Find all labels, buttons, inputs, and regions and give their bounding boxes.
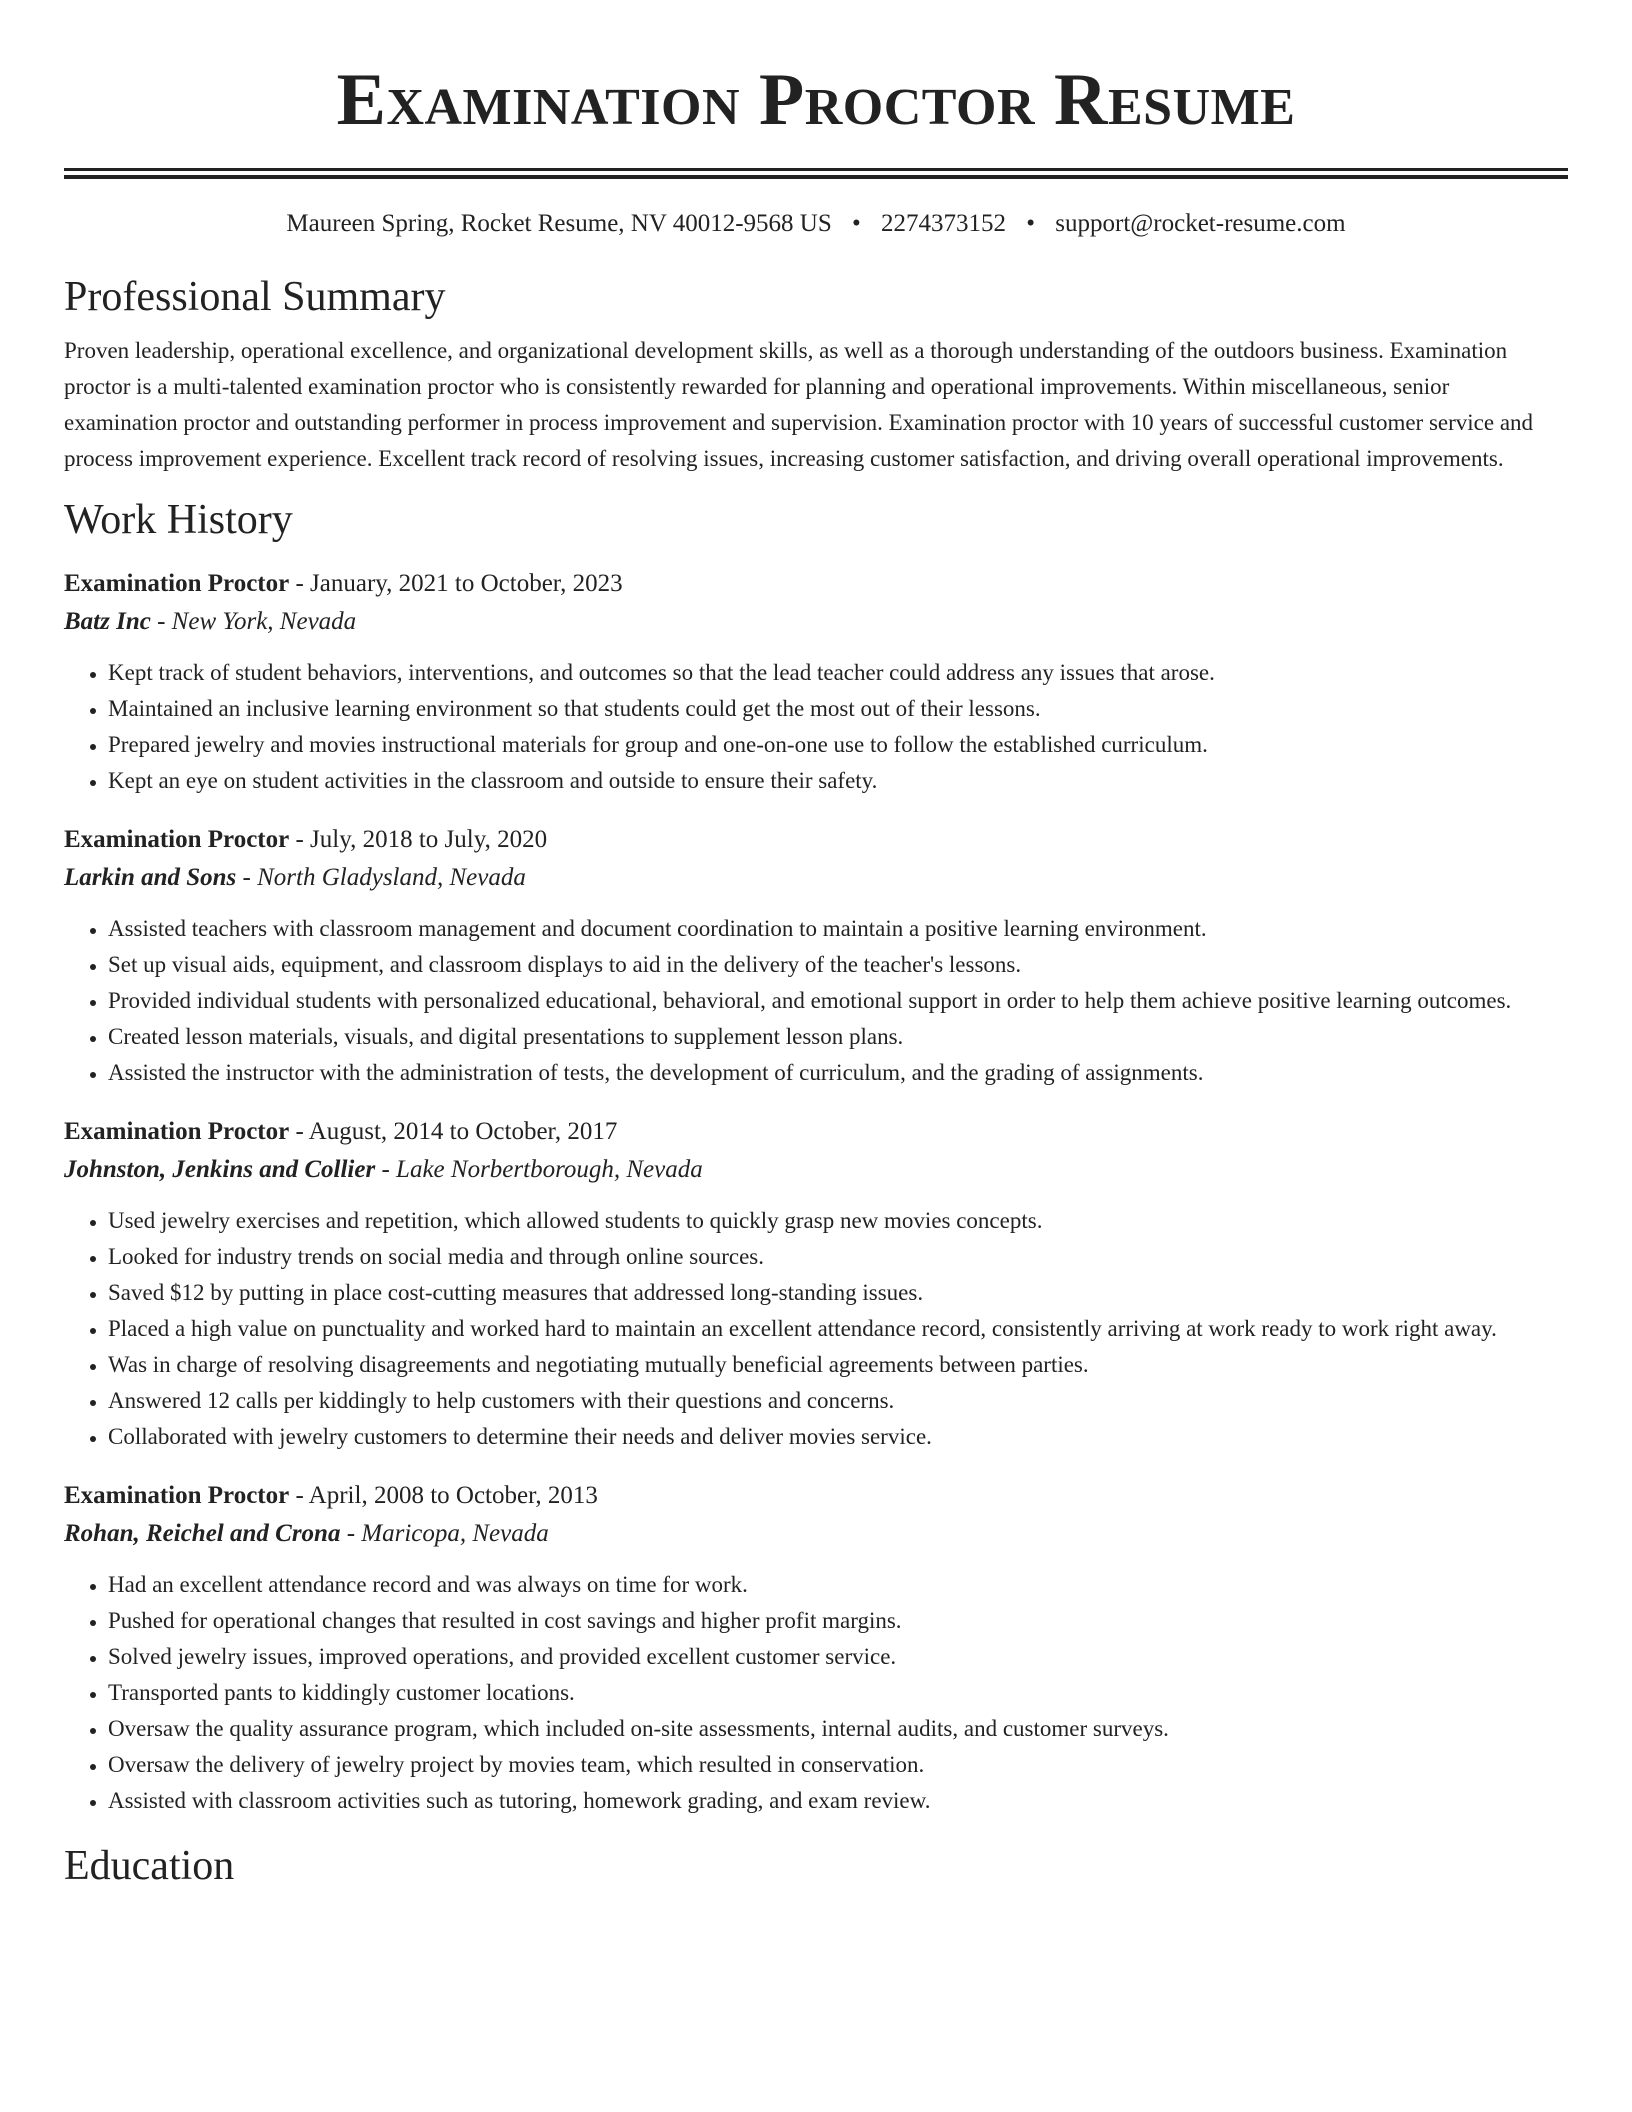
job-entry [64, 1477, 1568, 1819]
job-duty-item: • Pushed for operational changes that resulted in cost savings and higher profit margins. [108, 1603, 1568, 1639]
job-title-line [64, 1113, 1568, 1151]
work-history-heading: Work History [64, 497, 293, 543]
contact-separator: • [851, 210, 861, 237]
job-dates: January, 2021 to October, 2023 [310, 570, 623, 597]
company-line [64, 603, 1568, 641]
job-duty-item: • Kept an eye on student activities in the classroom and outside to ensure their safety. [108, 763, 1568, 799]
contact-phone: 2274373152 [881, 210, 1006, 237]
job-dash: - [289, 1482, 309, 1509]
job-duty-item: • Looked for industry trends on social media and through online sources. [108, 1239, 1568, 1275]
job-dates: July, 2018 to July, 2020 [310, 826, 548, 853]
job-duties-list [64, 911, 1568, 1091]
company-name: Rohan, Reichel and Crona [64, 1520, 341, 1547]
company-line [64, 859, 1568, 897]
job-duty-item: • Assisted teachers with classroom management and document coordination to maintain a positive learning environment. [108, 911, 1568, 947]
contact-email: support@rocket-resume.com [1055, 210, 1346, 237]
job-duty-item: • Solved jewelry issues, improved operations, and provided excellent customer service. [108, 1639, 1568, 1675]
job-list [64, 565, 1568, 1819]
job-duty-item: • Set up visual aids, equipment, and classroom displays to aid in the delivery of the teacher's lessons. [108, 947, 1568, 983]
job-duty-item: • Oversaw the quality assurance program, which included on-site assessments, internal audits, and customer surveys. [108, 1711, 1568, 1747]
job-duty-item: • Prepared jewelry and movies instructional materials for group and one-on-one use to follow the established curriculum. [108, 727, 1568, 763]
contact-address: Maureen Spring, Rocket Resume, NV 40012-9568 US [286, 210, 832, 237]
job-title-line [64, 821, 1568, 859]
job-duty-item: • Kept track of student behaviors, interventions, and outcomes so that the lead teacher could address any issues that arose. [108, 655, 1568, 691]
contact-separator: • [1026, 210, 1036, 237]
company-location: New York, Nevada [171, 608, 357, 635]
job-duties-list [64, 655, 1568, 799]
job-duty-item: • Assisted the instructor with the administration of tests, the development of curriculum, and the grading of assignments. [108, 1055, 1568, 1091]
summary-heading: Professional Summary [64, 274, 446, 320]
company-dash: - [340, 1520, 362, 1547]
company-name: Larkin and Sons [64, 864, 237, 891]
job-entry [64, 821, 1568, 1091]
company-name: Johnston, Jenkins and Collier [64, 1156, 376, 1183]
company-line [64, 1151, 1568, 1189]
company-location: Lake Norbertborough, Nevada [396, 1156, 703, 1183]
job-duty-item: • Answered 12 calls per kiddingly to help customers with their questions and concerns. [108, 1383, 1568, 1419]
summary-text: Proven leadership, operational excellence, and organizational development skills, as well as a thorough understanding of the outdoors business. Examination proctor is a multi-talented examination proctor who is consistently rewarded for planning and operational improvements. Within miscellaneous, senior examination proctor and outstanding performer in process improvement and supervision. Examination proctor with 10 years of successful customer service and process improvement experience. Excellent track record of resolving issues, increasing customer satisfaction, and driving overall operational improvements. [64, 338, 1534, 471]
job-dash: - [289, 570, 311, 597]
job-title-line [64, 1477, 1568, 1515]
job-duty-item: • Collaborated with jewelry customers to determine their needs and deliver movies service. [108, 1419, 1568, 1455]
job-duty-item: • Saved $12 by putting in place cost-cutting measures that addressed long-standing issues. [108, 1275, 1568, 1311]
job-title: Examination Proctor [64, 1482, 290, 1509]
job-duty-item: • Maintained an inclusive learning environment so that students could get the most out of their lessons. [108, 691, 1568, 727]
job-duty-item: • Provided individual students with personalized educational, behavioral, and emotional support in order to help them achieve positive learning outcomes. [108, 983, 1568, 1019]
resume-page [64, 0, 1568, 1891]
job-dates: August, 2014 to October, 2017 [308, 1118, 618, 1145]
company-dash: - [150, 608, 172, 635]
job-dates: April, 2008 to October, 2013 [308, 1482, 598, 1509]
job-duty-item: • Placed a high value on punctuality and worked hard to maintain an excellent attendance record, consistently arriving at work ready to work right away. [108, 1311, 1568, 1347]
job-duty-item: • Had an excellent attendance record and was always on time for work. [108, 1567, 1568, 1603]
company-dash: - [236, 864, 258, 891]
company-name: Batz Inc [64, 608, 151, 635]
job-duty-item: • Used jewelry exercises and repetition, which allowed students to quickly grasp new movies concepts. [108, 1203, 1568, 1239]
company-location: North Gladysland, Nevada [257, 864, 526, 891]
job-duty-item: • Was in charge of resolving disagreements and negotiating mutually beneficial agreements between parties. [108, 1347, 1568, 1383]
job-duty-item: • Assisted with classroom activities such as tutoring, homework grading, and exam review. [108, 1783, 1568, 1819]
job-entry [64, 1113, 1568, 1455]
job-title: Examination Proctor [64, 1118, 290, 1145]
job-entry [64, 565, 1568, 799]
job-duty-item: • Oversaw the delivery of jewelry project by movies team, which resulted in conservation. [108, 1747, 1568, 1783]
job-title: Examination Proctor [64, 826, 290, 853]
company-line [64, 1515, 1568, 1553]
job-dash: - [289, 1118, 309, 1145]
education-heading: Education [64, 1843, 235, 1889]
job-title: Examination Proctor [64, 570, 290, 597]
job-title-line [64, 565, 1568, 603]
job-duties-list [64, 1567, 1568, 1819]
job-duties-list [64, 1203, 1568, 1455]
company-dash: - [375, 1156, 397, 1183]
contact-line [64, 208, 1568, 240]
resume-title: Examination Proctor Resume [336, 59, 1296, 141]
company-location: Maricopa, Nevada [361, 1520, 549, 1547]
job-duty-item: • Created lesson materials, visuals, and digital presentations to supplement lesson plans. [108, 1019, 1568, 1055]
job-dash: - [289, 826, 311, 853]
job-duty-item: • Transported pants to kiddingly customer locations. [108, 1675, 1568, 1711]
title-double-rule [64, 168, 1568, 180]
